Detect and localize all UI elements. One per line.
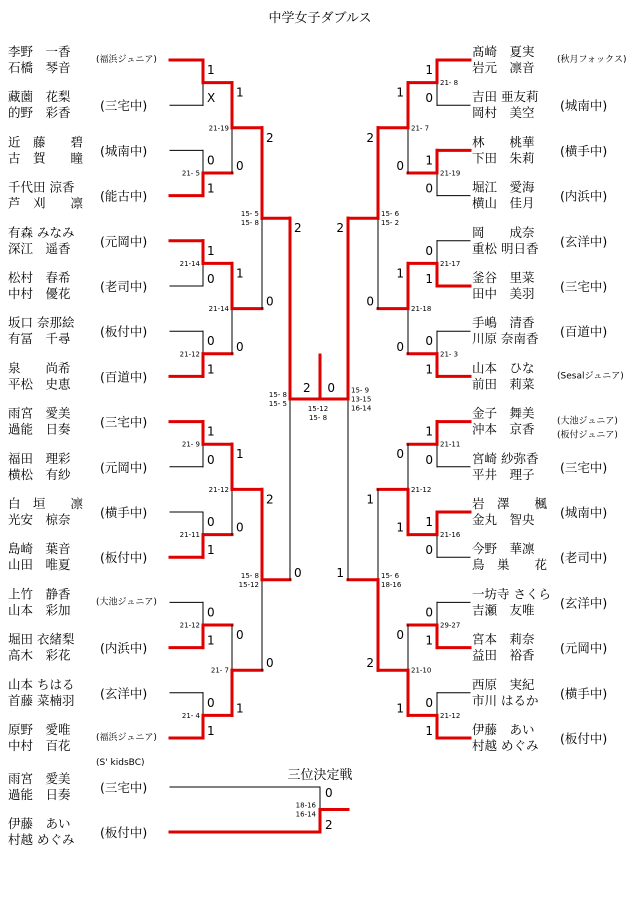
game-scores: 15- 6: [381, 210, 400, 219]
third-place-title: 三位決定戦: [287, 768, 353, 783]
match-score: 0: [236, 520, 244, 535]
game-scores: 18-16: [381, 580, 402, 589]
match-score: 1: [425, 724, 433, 738]
game-scores: 15- 8: [240, 571, 259, 580]
school-name: (秋月フォックス): [557, 55, 627, 65]
game-scores: 21- 5: [181, 169, 200, 178]
match-score: 1: [425, 153, 433, 168]
player-name: 深江 遥香: [8, 240, 71, 256]
match-score: 1: [396, 85, 404, 100]
player-name: 横松 有紗: [8, 466, 71, 482]
player-name: 西原 実紀: [472, 676, 535, 692]
player-name: 光安 椋奈: [8, 512, 71, 527]
school-name: (大池ジュニア): [96, 597, 157, 608]
school-name: (横手中): [560, 685, 608, 701]
player-name: 坂口 奈那絵: [8, 315, 75, 331]
match-score: 0: [236, 159, 244, 173]
third-place-game-scores: 16-14: [295, 810, 316, 819]
school-name: (玄洋中): [100, 685, 148, 701]
match-score: 0: [207, 605, 215, 620]
match-score: 1: [425, 63, 433, 77]
match-score: 0: [425, 334, 433, 349]
game-scores: 21-14: [208, 305, 229, 314]
player-name: 一坊寺 さくら: [472, 586, 551, 602]
match-score: 0: [207, 272, 215, 286]
page-title: 中学女子ダブルス: [268, 11, 372, 26]
school-name: (三宅中): [100, 780, 148, 795]
player-name: 宮本 莉奈: [472, 631, 535, 647]
player-name: 平井 理子: [472, 466, 535, 482]
school-name: (城南中): [100, 143, 148, 159]
player-name: 吉田 亜友莉: [472, 89, 539, 105]
player-name: 林 桃華: [472, 134, 535, 150]
school-name: (板付中): [100, 825, 148, 840]
player-name: 近 藤 碧: [8, 134, 84, 150]
game-scores: 21- 8: [440, 79, 459, 88]
game-scores: 21-14: [179, 259, 200, 268]
match-score: 1: [207, 63, 215, 77]
match-score: 2: [366, 656, 374, 671]
school-name: (城南中): [560, 505, 608, 520]
match-score: 1: [207, 181, 215, 196]
player-name: 堀江 愛海: [472, 179, 535, 195]
game-scores: 21- 7: [210, 666, 229, 675]
school-name: (元岡中): [560, 640, 608, 656]
player-name: 島崎 葉音: [8, 541, 71, 557]
match-score: 0: [207, 153, 215, 168]
match-score: 1: [366, 492, 374, 507]
player-name: 横山 佳月: [472, 195, 535, 211]
match-score: 0: [396, 159, 404, 173]
final-score: 2: [303, 381, 311, 395]
player-name: 村越 めぐみ: [8, 832, 75, 847]
game-scores: 21- 3: [440, 350, 459, 359]
match-score: 0: [366, 294, 374, 309]
game-scores: 21-16: [440, 531, 461, 540]
match-score: 1: [425, 515, 433, 529]
match-score: 1: [236, 266, 244, 281]
match-score: 0: [425, 243, 433, 258]
match-score: 1: [207, 243, 215, 258]
player-name: 雨宮 愛美: [8, 405, 71, 421]
player-name: 今野 華凛: [472, 541, 535, 557]
player-name: 伊藤 あい: [8, 816, 71, 831]
school-name: (板付中): [100, 550, 148, 566]
match-score: 0: [325, 786, 333, 800]
player-name: 山本 ちはる: [8, 676, 75, 692]
third-place-game-scores: 18-16: [295, 801, 316, 810]
player-name: 手嶋 清香: [472, 315, 535, 331]
school-name: (内浜中): [100, 640, 148, 656]
school-name: (板付中): [100, 324, 148, 340]
match-score: 0: [396, 628, 404, 642]
match-score: 0: [207, 695, 215, 710]
school-name: (大池ジュニア): [557, 416, 618, 427]
match-score: 2: [294, 221, 302, 236]
player-name: 市川 はるか: [472, 692, 539, 708]
match-score: 0: [207, 452, 215, 467]
match-score: 0: [425, 91, 433, 106]
player-name: 前田 莉菜: [472, 376, 535, 392]
match-score: 0: [266, 656, 274, 671]
match-score: 2: [336, 221, 344, 236]
game-scores: 15-12: [238, 580, 259, 589]
school-name: (内浜中): [560, 188, 608, 204]
player-name: 雨宮 愛美: [8, 771, 71, 786]
player-name: 宮崎 紗弥香: [472, 450, 539, 466]
game-scores: 15- 5: [240, 210, 259, 219]
game-scores: 29-27: [440, 621, 461, 630]
match-score: 0: [294, 565, 302, 580]
player-name: 田中 美羽: [472, 286, 535, 301]
school-name: (元岡中): [100, 233, 148, 249]
match-score: 0: [425, 452, 433, 467]
player-name: 山田 唯夏: [8, 557, 71, 573]
match-score: 1: [396, 266, 404, 281]
school-name: (百道中): [560, 324, 608, 340]
game-scores: 15- 6: [381, 571, 400, 580]
player-name: 釜谷 里菜: [472, 270, 535, 285]
match-score: 0: [425, 605, 433, 620]
game-scores: 21- 4: [181, 711, 200, 720]
game-scores: 21-19: [440, 169, 461, 178]
player-name: 山本 ひな: [472, 360, 535, 376]
player-name: 泉 尚希: [8, 360, 71, 376]
match-score: 0: [207, 515, 215, 529]
player-name: 岩 澤 楓: [472, 496, 548, 511]
player-name: 益田 裕香: [472, 647, 535, 663]
school-name: (元岡中): [100, 459, 148, 475]
game-scores: 21-12: [208, 485, 229, 494]
game-scores: 15- 5: [268, 400, 287, 408]
player-name: 芦 刈 凛: [8, 195, 84, 211]
game-scores: 21-11: [440, 440, 461, 449]
player-name: 原野 愛唯: [8, 722, 71, 737]
game-scores: 21- 9: [181, 440, 200, 449]
player-name: 山本 彩加: [8, 602, 71, 618]
player-name: 的野 彩香: [8, 105, 71, 121]
player-name: 岡村 美空: [472, 105, 535, 121]
player-name: 岩元 凛音: [472, 60, 535, 75]
match-score: 1: [207, 724, 215, 738]
player-name: 上竹 静香: [8, 586, 71, 602]
match-score: 1: [207, 543, 215, 558]
player-name: 平松 史恵: [8, 376, 71, 392]
match-score: 2: [266, 492, 274, 507]
game-scores: 21-18: [411, 305, 432, 314]
final-game-scores: 15- 8: [308, 414, 328, 422]
player-name: 過能 日奏: [8, 421, 71, 437]
school-name: (三宅中): [100, 414, 148, 430]
player-name: 福田 理彩: [8, 450, 71, 466]
player-name: 村越 めぐみ: [472, 738, 539, 753]
player-name: 白 垣 凛: [8, 496, 84, 511]
school-name: (横手中): [100, 505, 148, 520]
player-name: 吉瀬 友唯: [472, 602, 535, 618]
player-name: 沖本 京香: [472, 421, 535, 437]
player-name: 石橋 琴音: [8, 60, 71, 75]
school-name: (百道中): [100, 369, 148, 385]
player-name: 中村 優花: [8, 286, 71, 301]
player-name: 岡 成奈: [472, 224, 535, 240]
game-scores: 15- 8: [240, 219, 259, 228]
game-scores: 21-12: [440, 711, 461, 720]
school-name: (三宅中): [560, 279, 608, 294]
school-name: (Sesalジュニア): [557, 371, 624, 382]
school-name: (老司中): [100, 279, 148, 294]
player-name: 高木 彩花: [8, 647, 71, 663]
game-scores: 21- 7: [411, 124, 430, 133]
player-name: 堀田 衣緒梨: [8, 631, 75, 647]
match-score: 1: [425, 633, 433, 648]
final-score: 0: [327, 381, 335, 395]
player-name: 有森 みなみ: [8, 224, 75, 240]
player-name: 有冨 千尋: [8, 331, 71, 347]
player-name: 金子 舞美: [472, 405, 535, 421]
game-scores: 21-12: [411, 485, 432, 494]
player-name: 千代田 涼香: [8, 179, 75, 195]
game-scores: 21-17: [440, 259, 461, 268]
game-scores: 15- 2: [381, 219, 400, 228]
final-game-scores: 15-12: [307, 405, 329, 413]
match-score: 1: [207, 362, 215, 377]
player-name: 過能 日奏: [8, 787, 71, 802]
match-score: 2: [325, 818, 333, 832]
school-name: (城南中): [560, 98, 608, 114]
game-scores: 13-15: [351, 395, 372, 404]
player-name: 川原 奈南香: [472, 331, 539, 347]
player-name: 重松 明日香: [472, 240, 539, 256]
match-score: 0: [396, 339, 404, 354]
match-score: 1: [396, 701, 404, 716]
game-scores: 21-10: [411, 666, 432, 675]
match-score: 1: [236, 701, 244, 716]
player-name: 李野 一香: [8, 44, 71, 59]
school-name: (S' kidsBC): [96, 758, 145, 768]
match-score: 2: [266, 130, 274, 145]
school-name: (能古中): [100, 188, 148, 204]
player-name: 伊藤 あい: [472, 722, 535, 737]
match-score: 1: [236, 447, 244, 462]
school-name: (玄洋中): [560, 595, 608, 611]
match-score: 1: [425, 272, 433, 286]
match-score: 1: [207, 424, 215, 439]
school-name: (玄洋中): [560, 233, 608, 249]
match-score: 0: [425, 543, 433, 558]
player-name: 髙崎 夏実: [472, 44, 535, 59]
match-score: 1: [336, 565, 344, 580]
game-scores: 16-14: [351, 404, 372, 413]
match-score: 1: [425, 362, 433, 377]
school-name: (板付中): [560, 731, 608, 746]
match-score: 2: [366, 130, 374, 145]
player-name: 古 賀 瞳: [8, 150, 84, 166]
school-name: (福浜ジュニア): [96, 733, 157, 743]
player-name: 金丸 智央: [472, 512, 535, 527]
match-score: 0: [425, 695, 433, 710]
school-name: (福浜ジュニア): [96, 55, 157, 65]
match-score: 0: [236, 339, 244, 354]
player-name: 下田 朱莉: [472, 150, 535, 166]
school-name: (横手中): [560, 143, 608, 159]
match-score: 0: [236, 628, 244, 642]
match-score: 0: [266, 294, 274, 309]
player-name: 松村 春希: [8, 270, 71, 285]
game-scores: 21-12: [179, 350, 200, 359]
school-name: (老司中): [560, 550, 608, 566]
school-name: (三宅中): [100, 98, 148, 114]
match-score: 0: [425, 181, 433, 196]
match-score: X: [207, 91, 216, 106]
game-scores: 21-19: [208, 124, 229, 133]
match-score: 1: [396, 520, 404, 535]
player-name: 鳥 巣 花: [472, 557, 548, 573]
player-name: 中村 百花: [8, 738, 71, 753]
match-score: 1: [207, 633, 215, 648]
school-name: (三宅中): [560, 459, 608, 475]
game-scores: 21-12: [179, 621, 200, 630]
school-name: (板付ジュニア): [557, 430, 618, 441]
player-name: 首藤 菜楠羽: [8, 692, 75, 708]
match-score: 0: [396, 447, 404, 462]
match-score: 1: [425, 424, 433, 439]
player-name: 藏薗 花梨: [8, 89, 71, 105]
game-scores: 15- 8: [268, 391, 287, 399]
game-scores: 21-11: [179, 531, 200, 540]
match-score: 0: [207, 334, 215, 349]
game-scores: 15- 9: [351, 386, 370, 395]
match-score: 1: [236, 85, 244, 100]
